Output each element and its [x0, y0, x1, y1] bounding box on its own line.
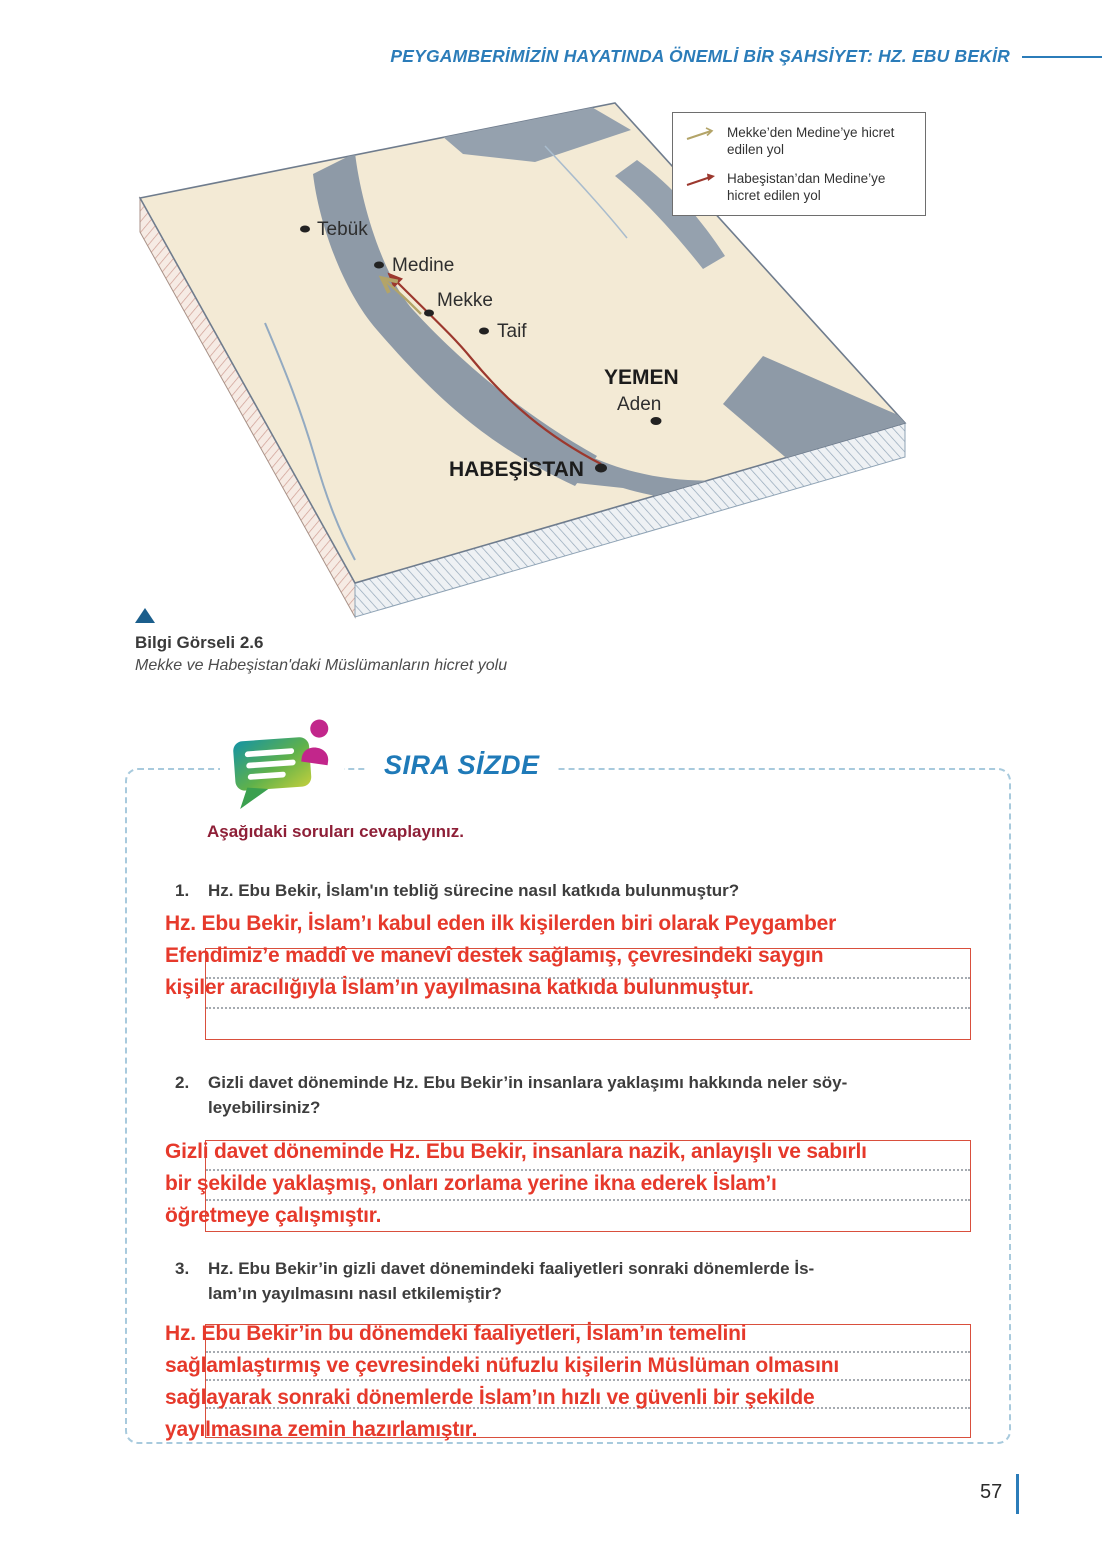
- question-2: [175, 1070, 847, 1120]
- answer-2-text: Gizli davet döneminde Hz. Ebu Bekir, insanlara nazik, anlayışlı ve sabırlı bir şekilde yaklaşmış, onları zorlama yerine ikna ederek İslam’ı öğretmeye çalışmıştır.: [165, 1140, 867, 1227]
- caption-title: Bilgi Görseli 2.6: [135, 633, 264, 652]
- legend-item-mekke-medine: [685, 124, 913, 158]
- answer-ruled-line: [206, 1009, 970, 1039]
- question-number: 2.: [175, 1073, 190, 1092]
- caption-marker-icon: [135, 608, 155, 623]
- map-label-taif: Taif: [497, 321, 527, 342]
- map-label-aden: Aden: [617, 394, 662, 415]
- page-header-title: PEYGAMBERİMİZİN HAYATINDA ÖNEMLİ BİR ŞAHSİYET: HZ. EBU BEKİR: [390, 46, 1010, 66]
- legend-item-habesistan-medine: [685, 170, 913, 204]
- map-label-medine: Medine: [392, 255, 455, 276]
- page-header: [0, 46, 1105, 67]
- city-dot-medine: [374, 262, 384, 269]
- caption-subtitle: Mekke ve Habeşistan'daki Müslümanların hicret yolu: [135, 657, 508, 674]
- map-label-mekke: Mekke: [437, 290, 493, 311]
- answer-3-text: Hz. Ebu Bekir’in bu dönemdeki faaliyetleri, İslam’ın temelini sağlamlaştırmış ve çevresindeki nüfuzlu kişilerin Müslüman olmasını sağlayarak sonraki dönemlerde İslam’ın hızlı ve güvenli bir şekilde yayılmasına zemin hazırlamıştır.: [165, 1322, 840, 1441]
- speech-bubbles-icon: [220, 712, 344, 818]
- page-number: 57: [980, 1481, 1003, 1503]
- question-number: 3.: [175, 1259, 190, 1278]
- figure-caption: [135, 608, 507, 675]
- city-dot-tebuk: [300, 226, 310, 233]
- question-1: [175, 878, 739, 903]
- question-text: Hz. Ebu Bekir, İslam'ın tebliğ sürecine nasıl katkıda bulunmuştur?: [208, 881, 740, 900]
- city-dot-habesistan: [595, 464, 607, 473]
- answer-1-text: Hz. Ebu Bekir, İslam’ı kabul eden ilk kişilerden biri olarak Peygamber Efendimiz’e maddî ve manevî destek sağlamış, çevresindeki saygın kişiler aracılığıyla İslam’ın yayılmasına katkıda bulunmuştur.: [165, 912, 837, 999]
- city-dot-mekke: [424, 310, 434, 317]
- legend-label: Habeşistan’dan Medine’ye hicret edilen yol: [727, 171, 886, 203]
- instructions-text: Aşağıdaki soruları cevaplayınız.: [207, 822, 465, 841]
- question-text: Hz. Ebu Bekir’in gizli davet dönemindeki faaliyetleri sonraki dönemlerde İs- lam’ın yayılmasını nasıl etkilemiştir?: [208, 1259, 815, 1303]
- question-text: Gizli davet döneminde Hz. Ebu Bekir’in insanlara yaklaşımı hakkında neler söy- leyebilirsiniz?: [208, 1073, 848, 1117]
- question-3: [175, 1256, 814, 1306]
- map-label-yemen: YEMEN: [604, 366, 679, 389]
- header-rule: [1022, 56, 1102, 58]
- page-number-rule: [1016, 1474, 1019, 1514]
- map-legend: [672, 112, 926, 216]
- question-number: 1.: [175, 881, 190, 900]
- map-label-tebuk: Tebük: [317, 219, 368, 240]
- legend-label: Mekke’den Medine’ye hicret edilen yol: [727, 125, 895, 157]
- olive-route-arrow-icon: [685, 125, 719, 143]
- red-route-arrow-icon: [685, 171, 719, 189]
- sira-sizde-title: SIRA SİZDE: [368, 748, 556, 783]
- city-dot-taif: [479, 328, 489, 335]
- city-dot-aden: [651, 417, 662, 425]
- map-label-habesistan: HABEŞİSTAN: [449, 458, 584, 481]
